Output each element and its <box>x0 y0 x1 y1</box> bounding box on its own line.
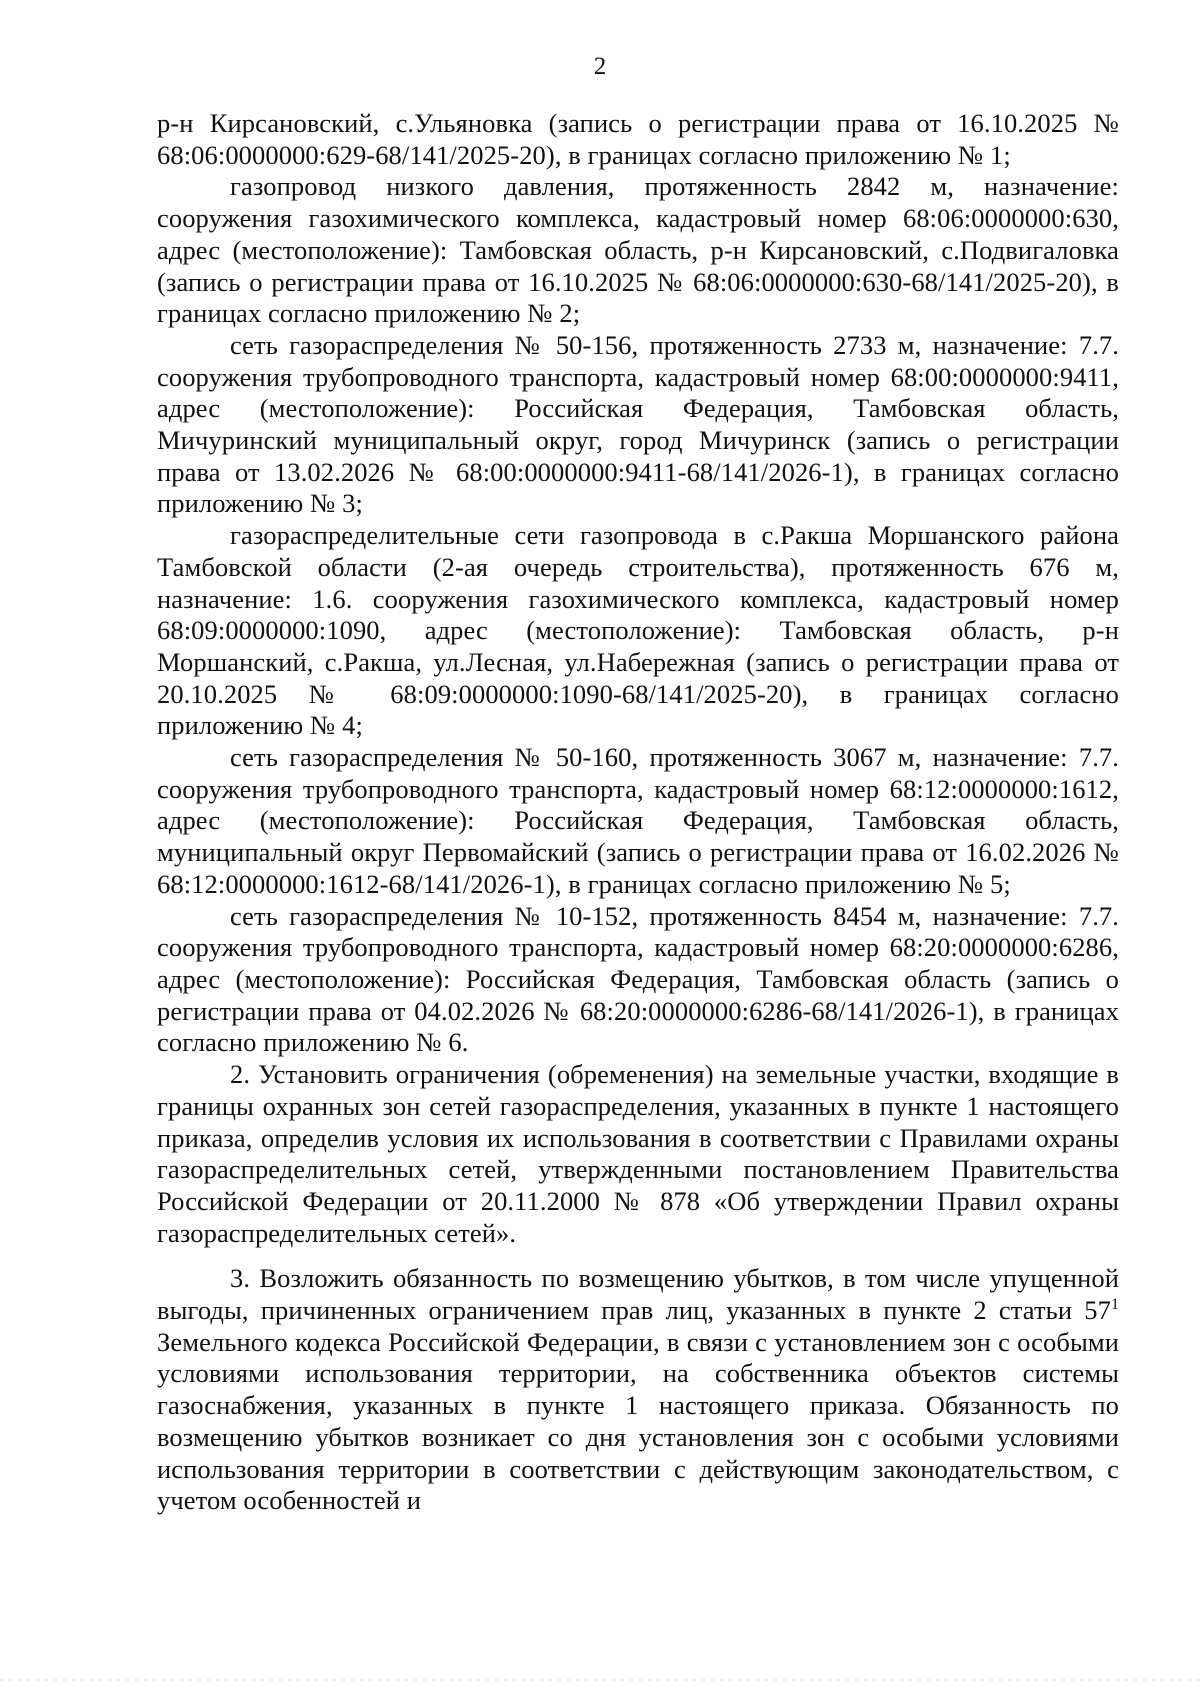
paragraph-network-10-152: сеть газораспределения № 10-152, протяженность 8454 м, назначение: 7.7. сооружения трубопроводного транспорта, кадастровый номер 68:20:0000000:6286, адрес (местоположение): Российская Федерация, Тамбовская область (запись о регистрации права от 04.02.2026 № 68:20:0000000:6286-68/141/2026-1), в границах согласно приложению № 6. <box>157 900 1119 1058</box>
item-3-text-end: Земельного кодекса Российской Федерации, в связи с установлением зон с особыми условиями использования территории, на собственника объектов системы газоснабжения, указанных в пункте 1 настоящего приказа. Обязанность по возмещению убытков возникает со дня установления зон с особыми условиями использования территории в соответствии с действующим законодательством, с учетом особенностей и <box>157 1326 1119 1516</box>
paragraph-gas-low-pressure: газопровод низкого давления, протяженность 2842 м, назначение: сооружения газохимического комплекса, кадастровый номер 68:06:0000000:630, адрес (местоположение): Тамбовская область, р-н Кирсановский, с.Подвигаловка (запись о регистрации права от 16.10.2025 № 68:06:0000000:630-68/141/2025-20), в границах согласно приложению № 2; <box>157 171 1119 329</box>
scan-artifact-line <box>0 1679 1200 1681</box>
paragraph-raksha: газораспределительные сети газопровода в с.Ракша Моршанского района Тамбовской области (2-ая очередь строительства), протяженность 676 м, назначение: 1.6. сооружения газохимического комплекса, кадастровый номер 68:09:0000000:1090, адрес (местоположение): Тамбовская область, р-н Моршанский, с.Ракша, ул.Лесная, ул.Набережная (запись о регистрации права от 20.10.2025 № 68:09:0000000:1090-68/141/2025-20), в границах согласно приложению № 4; <box>157 520 1119 741</box>
paragraph-item-2: 2. Установить ограничения (обременения) на земельные участки, входящие в границы охранных зон сетей газораспределения, указанных в пункте 1 настоящего приказа, определив условия их использования в соответствии с Правилами охраны газораспределительных сетей, утвержденными постановлением Правительства Российской Федерации от 20.11.2000 № 878 «Об утверждении Правил охраны газораспределительных сетей». <box>157 1059 1119 1248</box>
page-number: 2 <box>593 53 607 80</box>
article-superscript: 1 <box>1110 1296 1119 1314</box>
paragraph-network-50-160: сеть газораспределения № 50-160, протяженность 3067 м, назначение: 7.7. сооружения трубопроводного транспорта, кадастровый номер 68:12:0000000:1612, адрес (местоположение): Российская Федерация, Тамбовская область, муниципальный округ Первомайский (запись о регистрации права от 16.02.2026 № 68:12:0000000:1612-68/141/2026-1), в границах согласно приложению № 5; <box>157 742 1119 899</box>
paragraph-continuation: р-н Кирсановский, с.Ульяновка (запись о регистрации права от 16.10.2025 № 68:06:0000000:629-68/141/2025-20), в границах согласно приложению № 1; <box>157 108 1119 170</box>
paragraph-item-3 <box>157 1263 1119 1517</box>
document-body <box>157 108 1119 1517</box>
paragraph-network-50-156: сеть газораспределения № 50-156, протяженность 2733 м, назначение: 7.7. сооружения трубопроводного транспорта, кадастровый номер 68:00:0000000:9411, адрес (местоположение): Российская Федерация, Тамбовская область, Мичуринский муниципальный округ, город Мичуринск (запись о регистрации права от 13.02.2026 № 68:00:0000000:9411-68/141/2026-1), в границах согласно приложению № 3; <box>157 329 1119 519</box>
item-3-text-start: 3. Возложить обязанность по возмещению убытков, в том числе упущенной выгоды, причиненных ограничением прав лиц, указанных в пункте 2 статьи 57 <box>157 1263 1119 1326</box>
